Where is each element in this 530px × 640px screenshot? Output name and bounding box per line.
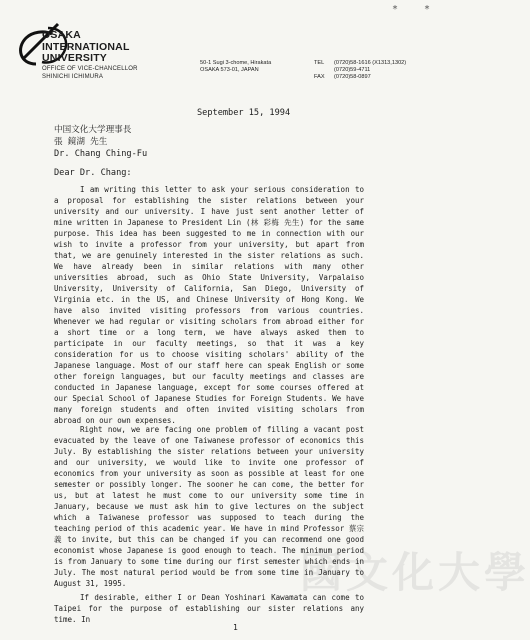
tel-label: TEL xyxy=(314,60,325,66)
recipient-line3: Dr. Chang Ching-Fu xyxy=(54,149,148,159)
recipient-block xyxy=(54,124,147,160)
fax-label: FAX xyxy=(314,74,325,80)
body-paragraph-2: Right now, we are facing one problem of filling a vacant post evacuated by the leave of one Taiwanese professor of economics this July. By establishing the sister relations between your university and our university, we would like to invite one professor of economics from your university as soon as possible at least for one semester or possibly longer. The sooner he can come, the better for us, but at latest he must come to our university some time in January, because we must ask him to give lectures on the subject which a Taiwanese professor was supposed to teach during the teaching period of this academic year. We have in mind Professor 蔡宗義 to invite, but this can be changed if you can recommend one good economist whose Japanese is good enough to teach. The minimum period is from January to some time during our first semester which ends in July. The most natural period would be from some time in January to August 31, 1995. xyxy=(54,425,364,588)
university-name xyxy=(42,30,138,81)
letterhead-address xyxy=(200,60,271,74)
tel-value2: (0720)59-4711 xyxy=(334,67,371,73)
org-line1: OSAKA xyxy=(42,29,81,41)
tel-value1: (0720)58-1616 (X1313,1302) xyxy=(334,60,407,66)
recipient-line1: 中国文化大学理事長 xyxy=(54,125,132,135)
letterhead-contact xyxy=(314,60,406,81)
fax-value: (0720)58-0897 xyxy=(334,74,371,80)
office-line2: SHINICHI ICHIMURA xyxy=(42,73,104,80)
office-line1: OFFICE OF VICE-CHANCELLOR xyxy=(42,65,138,72)
body-paragraph-3: If desirable, either I or Dean Yoshinari Kawamata can come to Taipei for the purpose of establishing our sister relations any time. In xyxy=(54,593,364,624)
corner-mark: * * xyxy=(391,4,440,15)
letter-date: September 15, 1994 xyxy=(197,108,291,118)
page-number: 1 xyxy=(233,623,238,632)
body-paragraph-1: I am writing this letter to ask your serious consideration to a proposal for establishing the sister relations between your university and our university. I have just sent another letter of mine written in Japanese to President Lin (林 彩梅 先生) for the same purpose. This idea has been suggested to me in connection with our wish to invite a professor from your university, but apart from that, we are genuinely interested in the sister relations as such. We have already been in similar relations with many other universities abroad, such as Ohio State University, Varpalaiso University, University of California, San Diego, University of Virginia etc. in the US, and Chinese University of Hong Kong. We have also invited visiting professors from various countries. Whenever we had regular or visiting scholars from abroad either for a short time or a long term, we have always asked them to participate in our faculty meetings, so that it was a key consideration for us to choose visiting scholars' ability of the Japanese language. Most of our staff here can speak English or some other foreign languages, but our faculty meetings and classes are conducted in Japanese language, except for some courses offered at our Special School of Japanese Studies for Foreign Students. We have many foreign students and often invited visiting scholars from abroad on our own expenses. xyxy=(54,185,364,425)
org-line3: UNIVERSITY xyxy=(42,52,108,64)
address-line2: OSAKA 573-01, JAPAN xyxy=(200,67,259,73)
recipient-line2: 張 鏡湖 先生 xyxy=(54,137,108,147)
address-line1: 50-1 Sugi 3-chome, Hirakata xyxy=(200,60,272,66)
salutation: Dear Dr. Chang: xyxy=(54,168,132,178)
watermark: 國文化大學 xyxy=(300,548,530,597)
org-line2: INTERNATIONAL xyxy=(42,40,130,53)
